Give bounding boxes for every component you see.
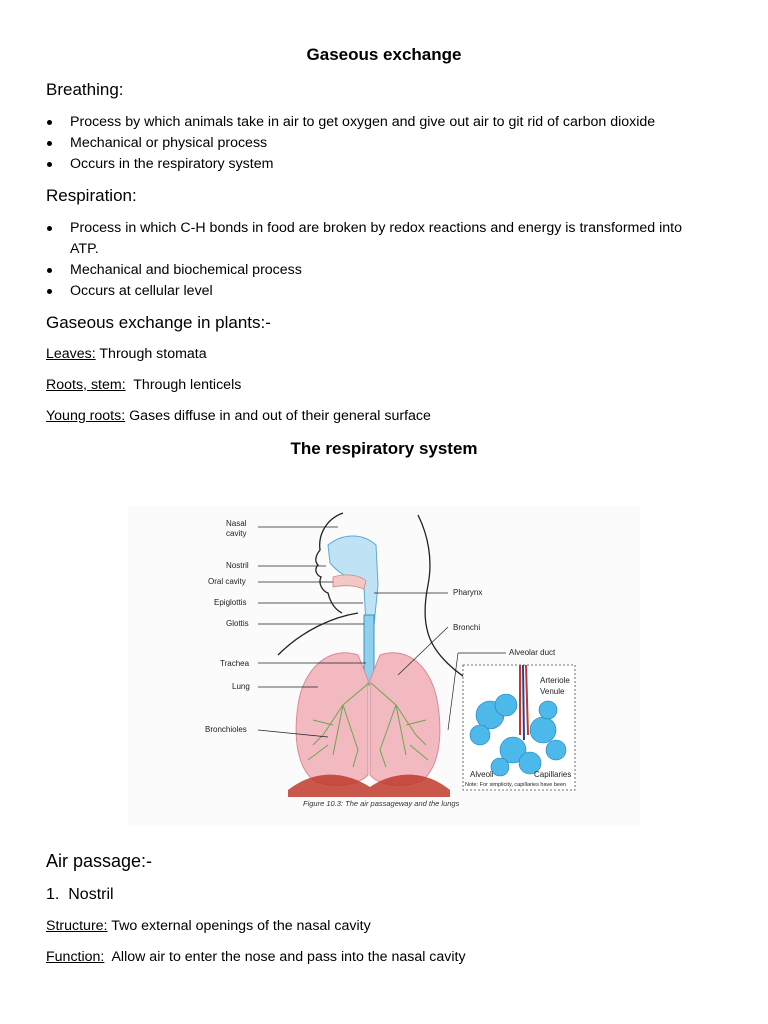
label-lung: Lung bbox=[232, 682, 250, 691]
diaphragm-shape bbox=[288, 775, 450, 797]
label-oral-cavity: Oral cavity bbox=[208, 577, 246, 586]
figure-note: Note: For simplicity, capillaries have been bbox=[465, 782, 567, 788]
breathing-heading: Breathing: bbox=[46, 80, 124, 99]
label-arteriole: Arteriole bbox=[540, 676, 570, 685]
list-item: Process by which animals take in air to get oxygen and give out air to git rid of carbon dioxide bbox=[46, 112, 726, 133]
plants-heading: Gaseous exchange in plants:- bbox=[46, 313, 271, 332]
venule-vessel bbox=[523, 665, 524, 740]
label-bronchi: Bronchi bbox=[453, 623, 481, 632]
respiration-heading: Respiration: bbox=[46, 186, 137, 205]
air-passage-item-nostril: 1. Nostril bbox=[46, 886, 114, 903]
air-passage-heading: Air passage:- bbox=[46, 851, 153, 871]
label-epiglottis: Epiglottis bbox=[214, 598, 247, 607]
respiratory-system-figure bbox=[128, 505, 640, 825]
figure-caption: Figure 10.3: The air passageway and the lungs bbox=[303, 799, 460, 808]
definition: Two external openings of the nasal cavity bbox=[107, 918, 371, 934]
list-item: Occurs at cellular level bbox=[46, 281, 706, 302]
definition: Gases diffuse in and out of their general surface bbox=[125, 408, 431, 424]
label-capillaries: Capillaries bbox=[534, 770, 572, 779]
label-pharynx: Pharynx bbox=[453, 588, 483, 597]
label-bronchioles: Bronchioles bbox=[205, 725, 247, 734]
plants-row-roots-stem bbox=[46, 377, 241, 393]
definition: Allow air to enter the nose and pass into the nasal cavity bbox=[104, 949, 466, 965]
nostril-function-row bbox=[46, 949, 466, 965]
page-title: Gaseous exchange bbox=[306, 45, 462, 64]
term: Young roots: bbox=[46, 408, 126, 424]
plants-row-leaves bbox=[46, 346, 207, 362]
definition: Through lenticels bbox=[125, 377, 242, 393]
breathing-list bbox=[46, 112, 726, 175]
label-alveoli: Alveoli bbox=[470, 770, 494, 779]
label-trachea: Trachea bbox=[220, 659, 250, 668]
list-item: Occurs in the respiratory system bbox=[46, 154, 726, 175]
list-item: Process in which C-H bonds in food are broken by redox reactions and energy is transformed into ATP. bbox=[46, 218, 706, 260]
label-nostril: Nostril bbox=[226, 561, 249, 570]
back-of-head-outline bbox=[418, 515, 481, 685]
plants-row-young-roots bbox=[46, 408, 431, 424]
term: Roots, stem: bbox=[46, 377, 126, 393]
respiratory-diagram bbox=[128, 505, 640, 825]
label-venule: Venule bbox=[540, 687, 565, 696]
left-lung-shape bbox=[296, 653, 368, 786]
term: Function: bbox=[46, 949, 105, 965]
list-item: Mechanical and biochemical process bbox=[46, 260, 706, 281]
term: Structure: bbox=[46, 918, 108, 934]
label-alveolar-duct: Alveolar duct bbox=[509, 648, 556, 657]
shoulder-outline bbox=[278, 613, 358, 655]
term: Leaves: bbox=[46, 346, 96, 362]
definition: Through stomata bbox=[95, 346, 207, 362]
section-title-respiratory-system: The respiratory system bbox=[290, 439, 478, 458]
label-nasal-cavity: Nasal cavity bbox=[226, 519, 247, 538]
respiration-list bbox=[46, 218, 706, 302]
nostril-structure-row bbox=[46, 918, 371, 934]
list-item: Mechanical or physical process bbox=[46, 133, 726, 154]
label-glottis: Glottis bbox=[226, 619, 249, 628]
